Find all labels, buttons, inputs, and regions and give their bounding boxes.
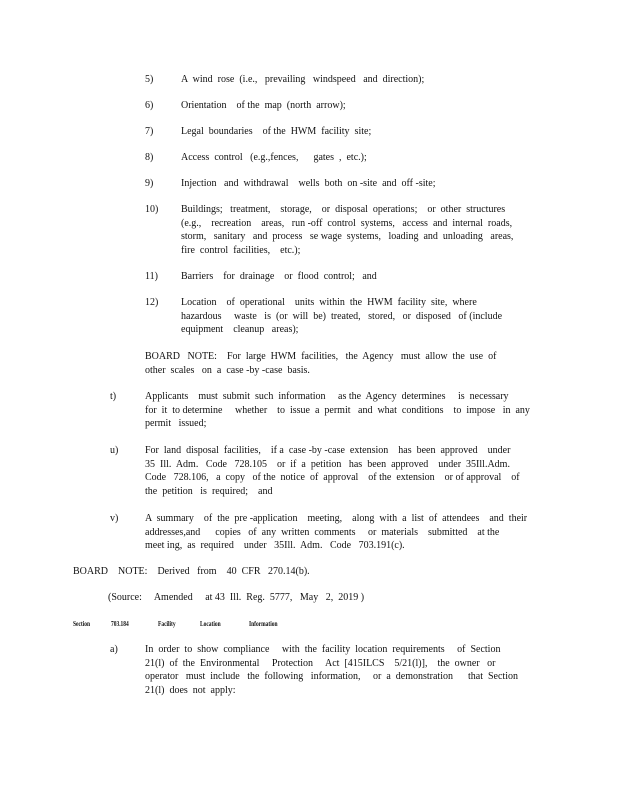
section-title-word: Facility	[158, 620, 176, 628]
section-item-text-line: 21(l) does not apply:	[145, 684, 236, 696]
list-text-line: Orientation of the map (north arrow);	[181, 100, 346, 111]
list-number: 6)	[145, 100, 154, 111]
sub-item-text-line: Code 728.106, a copy of the notice of approval of the extension or of approval of	[145, 472, 520, 483]
sub-item-text-line: addresses,and copies of any written comments or materials submitted at the	[145, 526, 500, 538]
sub-item-text-line: meet ing, as required under 35Ill. Adm. Code 703.191(c).	[145, 540, 405, 551]
section-title-word: Information	[249, 620, 278, 628]
sub-item-text-line: 35 Ill. Adm. Code 728.105 or if a petition has been approved under 35Ill.Adm.	[145, 458, 510, 470]
board-note-line: other scales on a case -by -case basis.	[145, 364, 310, 376]
sub-item-text-line: Applicants must submit such information as the Agency determines is necessary	[145, 391, 509, 402]
section-item-letter: a)	[110, 644, 118, 655]
list-number: 12)	[145, 297, 159, 308]
list-text-line: hazardous waste is (or will be) treated, stored, or disposed of (include	[181, 310, 503, 322]
list-number: 11)	[145, 271, 158, 282]
sub-item-text-line: permit issued;	[145, 418, 207, 429]
list-text-line: A wind rose (i.e., prevailing windspeed and direction);	[181, 74, 425, 85]
section-title-word: Location	[200, 620, 221, 628]
list-text-line: storm, sanitary and process se wage systems, loading and unloading areas,	[181, 231, 514, 242]
section-item-text-line: In order to show compliance with the facility location requirements of Section	[145, 644, 501, 655]
sub-item-letter: t)	[110, 391, 117, 402]
section-item-text-line: 21(l) of the Environmental Protection Act [415ILCS 5/21(l)], the owner or	[145, 657, 496, 669]
section-number: 703.184	[111, 620, 129, 628]
list-text-line: equipment cleanup areas);	[181, 324, 299, 335]
list-number: 5)	[145, 74, 154, 85]
source-note: (Source: Amended at 43 Ill. Reg. 5777, May 2, 2019 )	[108, 592, 365, 603]
section-label: Section	[73, 620, 90, 628]
list-text-line: Access control (e.g.,fences, gates , etc.);	[181, 152, 367, 163]
list-text-line: Barriers for drainage or flood control; and	[181, 271, 377, 282]
board-note-line: BOARD NOTE: For large HWM facilities, the Agency must allow the use of	[145, 351, 497, 362]
list-number: 8)	[145, 152, 154, 163]
section-item-text-line: operator must include the following information, or a demonstration that Section	[145, 671, 518, 682]
sub-item-text-line: For land disposal facilities, if a case -by -case extension has been approved under	[145, 445, 511, 456]
sub-item-text-line: the petition is required; and	[145, 485, 273, 497]
list-number: 9)	[145, 178, 154, 189]
list-number: 10)	[145, 204, 159, 215]
list-text-line: Buildings; treatment, storage, or disposal operations; or other structures	[181, 204, 506, 215]
list-number: 7)	[145, 126, 154, 137]
list-text-line: fire control facilities, etc.);	[181, 244, 301, 256]
list-text-line: Injection and withdrawal wells both on -site and off -site;	[181, 178, 436, 189]
sub-item-text-line: A summary of the pre -application meeting, along with a list of attendees and their	[145, 513, 528, 524]
sub-item-letter: u)	[110, 445, 119, 456]
sub-item-letter: v)	[110, 513, 119, 524]
board-note-outer: BOARD NOTE: Derived from 40 CFR 270.14(b).	[73, 566, 310, 577]
list-text-line: (e.g., recreation areas, run -off control systems, access and internal roads,	[181, 217, 513, 229]
sub-item-text-line: for it to determine whether to issue a permit and what conditions to impose in any	[145, 404, 530, 416]
list-text-line: Location of operational units within the HWM facility site, where	[181, 297, 477, 308]
list-text-line: Legal boundaries of the HWM facility site;	[181, 126, 372, 137]
